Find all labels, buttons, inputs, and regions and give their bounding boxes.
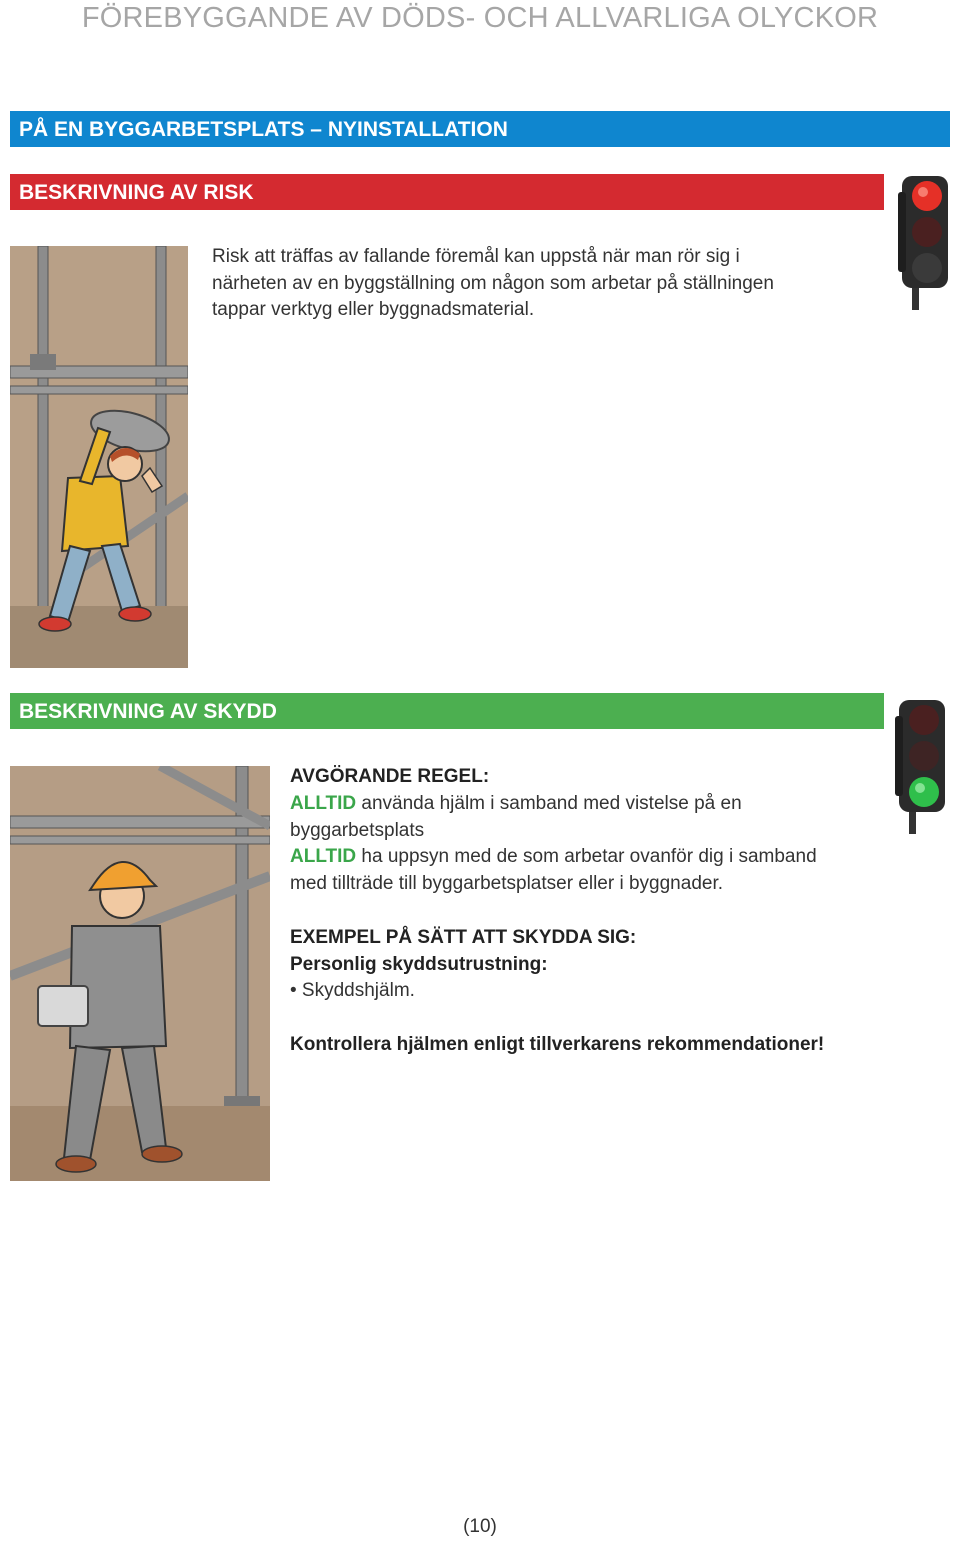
falling-object-illustration bbox=[10, 246, 188, 668]
ppe-title: Personlig skyddsutrustning: bbox=[290, 953, 548, 975]
risk-line: Risk att träffas av fallande föremål kan uppstå när man rör sig i bbox=[212, 246, 740, 267]
risk-line: närheten av en byggställning om någon som arbetar på ställningen bbox=[212, 272, 774, 294]
page-title: FÖREBYGGANDE AV DÖDS- OCH ALLVARLIGA OLYCKOR bbox=[81, 2, 879, 34]
rule-keyword: ALLTID bbox=[290, 792, 357, 814]
red-traffic-light-icon bbox=[896, 172, 956, 312]
rule-text: byggarbetsplats bbox=[290, 819, 425, 841]
page-number: (10) bbox=[463, 1516, 497, 1537]
rule-text: med tillträde till byggarbetsplatser eller i byggnader. bbox=[290, 873, 724, 895]
rule-text: använda hjälm i samband med vistelse på en bbox=[356, 792, 742, 814]
section-title-bar: PÅ EN BYGGARBETSPLATS – NYINSTALLATION bbox=[10, 111, 950, 147]
rule-2 bbox=[290, 844, 940, 871]
risk-line: tappar verktyg eller byggnadsmaterial. bbox=[212, 299, 535, 320]
helmet-worker-illustration bbox=[10, 766, 270, 1181]
protection-heading-bar: BESKRIVNING AV SKYDD bbox=[10, 693, 884, 729]
examples-title: EXEMPEL PÅ SÄTT ATT SKYDDA SIG: bbox=[290, 926, 637, 948]
closing-note: Kontrollera hjälmen enligt tillverkarens rekommendationer! bbox=[290, 1033, 825, 1055]
rule-1 bbox=[290, 791, 940, 818]
risk-description bbox=[212, 244, 852, 324]
ppe-item: • Skyddshjälm. bbox=[290, 980, 415, 1002]
rule-keyword: ALLTID bbox=[290, 846, 357, 868]
risk-heading-bar: BESKRIVNING AV RISK bbox=[10, 174, 884, 210]
rule-text: ha uppsyn med de som arbetar ovanför dig i samband bbox=[356, 846, 817, 868]
protection-content bbox=[290, 764, 940, 1059]
rule-title: AVGÖRANDE REGEL: bbox=[290, 766, 490, 787]
